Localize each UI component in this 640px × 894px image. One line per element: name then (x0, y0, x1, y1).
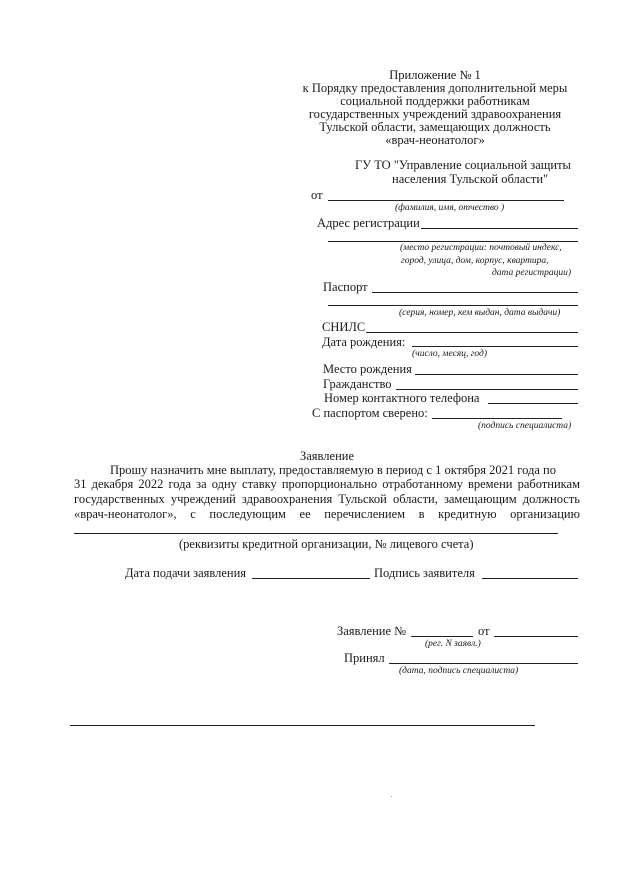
statement-word: с (190, 507, 196, 521)
snils-label: СНИЛС (322, 320, 366, 334)
address-label: Адрес регистрации (317, 216, 420, 230)
submission-date-field[interactable] (252, 578, 370, 579)
from-label: от (311, 188, 323, 202)
birthdate-hint: (число, месяц, год) (412, 349, 488, 359)
birthdate-field[interactable] (412, 346, 578, 347)
address-field-1[interactable] (421, 228, 578, 229)
passport-hint: (серия, номер, кем выдан, дата выдачи) (399, 308, 561, 318)
address-hint: (место регистрации: почтовый индекс, (400, 243, 562, 253)
statement-word: «врач-неонатолог», (74, 507, 177, 521)
statement-word: организацию (510, 507, 580, 521)
applicant-signature-label: Подпись заявителя (374, 566, 475, 580)
submission-date-label: Дата подачи заявления (125, 566, 247, 580)
address-hint: город, улица, дом, корпус, квартира, (401, 256, 549, 266)
appendix-line: Тульской области, замещающих должность (319, 120, 551, 134)
bank-details-field[interactable] (74, 533, 558, 534)
statement-line (74, 507, 580, 522)
full-name-field[interactable] (328, 200, 564, 201)
statement-date-field[interactable] (494, 636, 578, 637)
verified-hint: (подпись специалиста) (478, 421, 572, 431)
applicant-signature-field[interactable] (482, 578, 578, 579)
statement-number-label: Заявление № (337, 624, 407, 638)
bank-details-hint: (реквизиты кредитной организации, № лицевого счета) (179, 537, 474, 551)
appendix-line: социальной поддержки работникам (340, 94, 530, 108)
appendix-title: Приложение № 1 (389, 68, 481, 82)
accepted-field[interactable] (389, 663, 578, 664)
accepted-label: Принял (344, 651, 385, 665)
appendix-line: к Порядку предоставления дополнительной меры (302, 81, 568, 95)
statement-word: в (418, 507, 425, 521)
citizenship-label: Гражданство (323, 377, 392, 391)
birthdate-label: Дата рождения: (322, 335, 406, 349)
statement-line: 31 декабря 2022 года за одну ставку пропорционально отработанному времени работникам (74, 477, 580, 491)
verified-label: С паспортом сверено: (312, 406, 428, 420)
statement-line: Прошу назначить мне выплату, предоставляемую в период с 1 октября 2021 года по (110, 463, 556, 477)
statement-heading: Заявление (300, 449, 355, 463)
phone-field[interactable] (488, 403, 578, 404)
speck-mark (391, 796, 392, 797)
statement-number-field[interactable] (411, 636, 473, 637)
passport-field-1[interactable] (372, 292, 578, 293)
passport-field-2[interactable] (328, 305, 578, 306)
snils-field[interactable] (366, 332, 578, 333)
full-name-hint: (фамилия, имя, отчество ) (395, 203, 505, 213)
address-hint: дата регистрации) (492, 268, 572, 278)
appendix-line: «врач-неонатолог» (385, 133, 485, 147)
verified-signature-field[interactable] (432, 418, 562, 419)
statement-word: последующим (209, 507, 286, 521)
statement-word: кредитную (438, 507, 497, 521)
passport-label: Паспорт (323, 280, 368, 294)
addressee-line: населения Тульской области" (392, 172, 549, 186)
phone-label: Номер контактного телефона (324, 391, 480, 405)
bottom-divider (70, 725, 535, 726)
statement-line: государственных учреждений здравоохранения Тульской области, замещающим должность (74, 492, 580, 506)
address-field-2[interactable] (328, 241, 578, 242)
statement-word: ее (299, 507, 311, 521)
birthplace-field[interactable] (415, 374, 578, 375)
addressee-line: ГУ ТО "Управление социальной защиты (355, 158, 571, 172)
statement-number-hint: (рег. N заявл.) (425, 639, 481, 649)
statement-date-label: от (478, 624, 490, 638)
birthplace-label: Место рождения (323, 362, 412, 376)
appendix-line: государственных учреждений здравоохранения (308, 107, 562, 121)
accepted-hint: (дата, подпись специалиста) (399, 666, 519, 676)
statement-word: перечислением (324, 507, 406, 521)
citizenship-field[interactable] (396, 389, 578, 390)
